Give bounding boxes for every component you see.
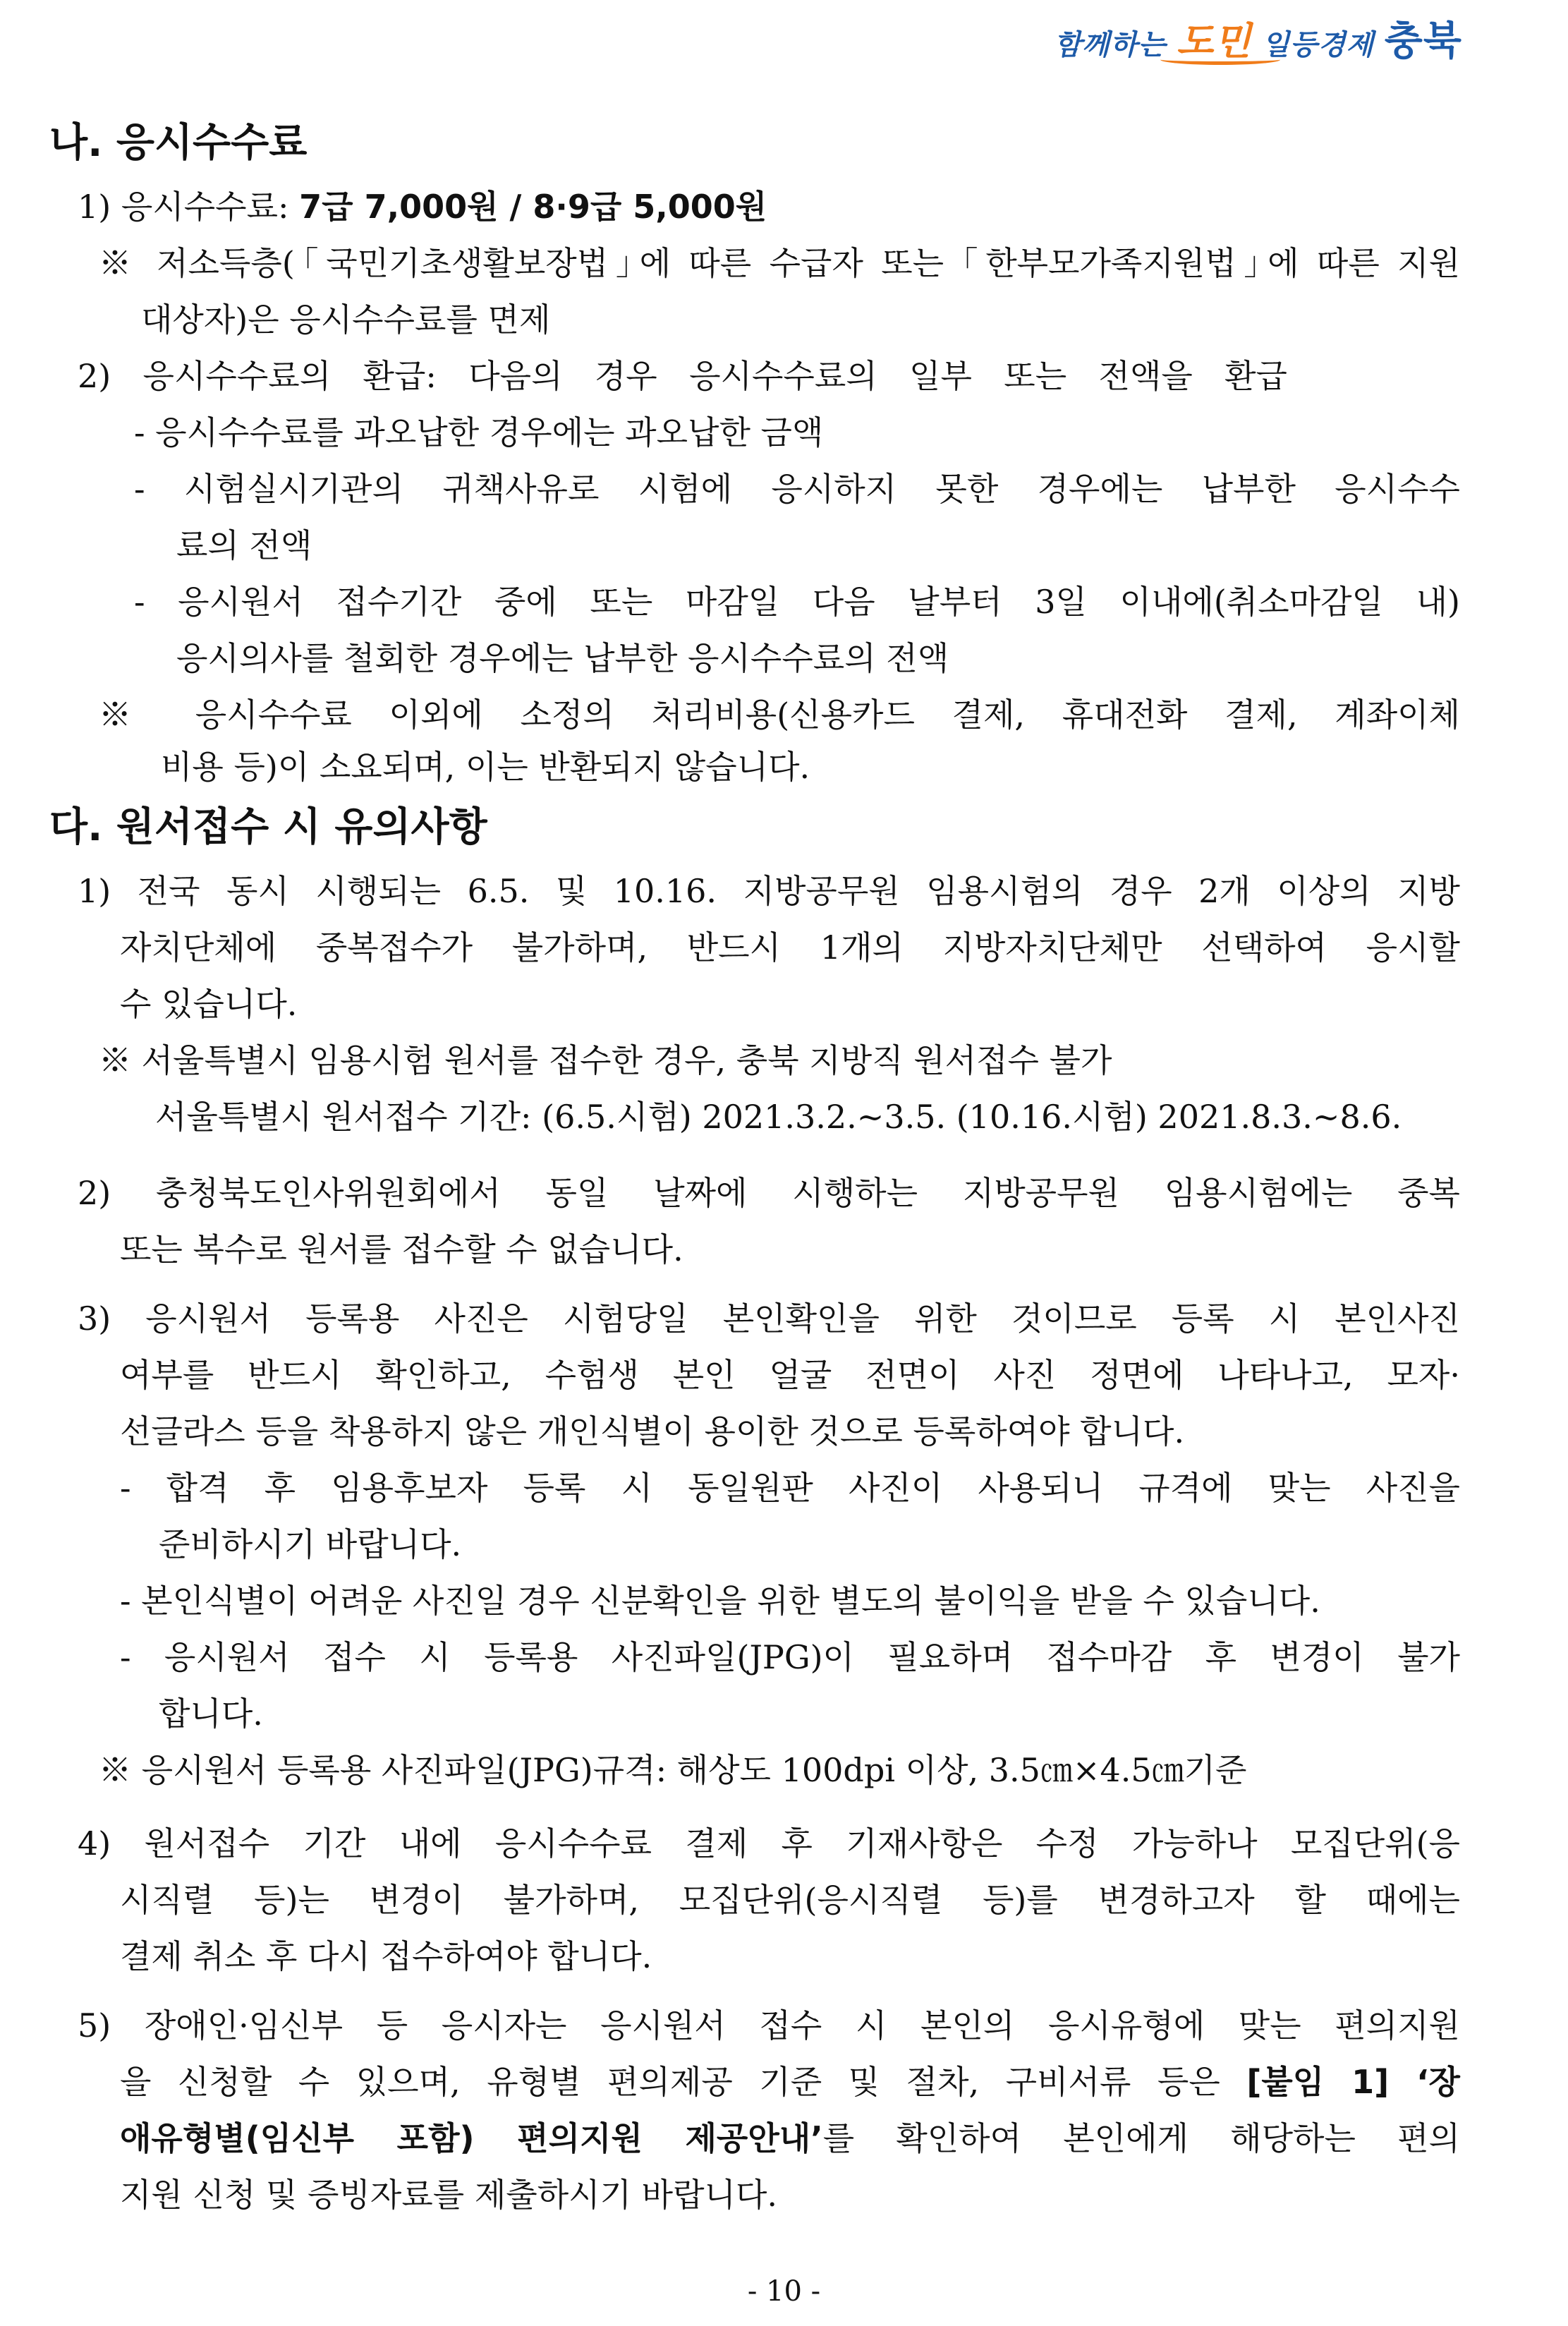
p5-line-3 xyxy=(120,2116,1460,2160)
fee-line-1 xyxy=(78,185,767,229)
fee-line-1-value: 7급 7,000원 / 8·9급 5,000원 xyxy=(299,188,767,226)
p3-line-1: 3) 응시원서 등록용 사진은 시험당일 본인확인을 위한 것이므로 등록 시 본인사진 xyxy=(78,1300,1460,1338)
fee-note2-line-1: ※ 응시수수료 이외에 소정의 처리비용(신용카드 결제, 휴대전화 결제, 계좌이체 xyxy=(99,696,1460,734)
p2-line-1: 2) 충청북도인사위원회에서 동일 날짜에 시행하는 지방공무원 임용시험에는 중복 xyxy=(78,1174,1460,1212)
p3a-line-2: 준비하시기 바랍니다. xyxy=(159,1525,462,1563)
p1-note-line-2: 서울특별시 원서접수 기간: (6.5.시험) 2021.3.2.~3.5. (10.16.시험) 2021.8.3.~8.6. xyxy=(155,1098,1402,1136)
heading-na: 나. 응시수수료 xyxy=(49,120,308,166)
fee-note-line-2: 대상자)은 응시수수료를 면제 xyxy=(141,301,551,339)
page-number: - 10 - xyxy=(747,2275,821,2308)
p1-line-2: 자치단체에 중복접수가 불가하며, 반드시 1개의 지방자치단체만 선택하여 응시할 xyxy=(120,928,1460,967)
p4-line-1: 4) 원서접수 기간 내에 응시수수료 결제 후 기재사항은 수정 가능하나 모집단위(응 xyxy=(78,1824,1460,1862)
p1-line-3: 수 있습니다. xyxy=(120,985,298,1023)
p5-line-2-text: 을 신청할 수 있으며, 유형별 편의제공 기준 및 절차, 구비서류 등은 xyxy=(120,2063,1247,2101)
p5-line-2 xyxy=(120,2060,1460,2104)
p1-line-1: 1) 전국 동시 시행되는 6.5. 및 10.16. 지방공무원 임용시험의 경우 2개 이상의 지방 xyxy=(78,872,1460,910)
logo-text-1: 함께하는 xyxy=(1054,29,1167,61)
p5-line-3-text: 를 확인하여 본인에게 해당하는 편의 xyxy=(822,2119,1460,2157)
fee-line-2b-2: 료의 전액 xyxy=(176,526,312,564)
fee-line-2c-1: - 응시원서 접수기간 중에 또는 마감일 다음 날부터 3일 이내에(취소마감일 내) xyxy=(134,583,1460,621)
logo-swoosh-icon xyxy=(1160,54,1280,65)
fee-note-line-1: ※ 저소득층(｢국민기초생활보장법｣에 따른 수급자 또는 ｢한부모가족지원법｣에 따른 지원 xyxy=(99,244,1460,282)
logo-text-2: 도민 xyxy=(1177,19,1252,63)
fee-line-2c-2: 응시의사를 철회한 경우에는 납부한 응시수수료의 전액 xyxy=(176,639,949,677)
p3c-line-2: 합니다. xyxy=(159,1695,263,1733)
p2-line-2: 또는 복수로 원서를 접수할 수 없습니다. xyxy=(120,1230,683,1268)
logo xyxy=(1055,10,1462,66)
p4-line-2: 시직렬 등)는 변경이 불가하며, 모집단위(응시직렬 등)를 변경하고자 할 때에는 xyxy=(120,1881,1460,1919)
fee-line-2: 2) 응시수수료의 환급: 다음의 경우 응시수수료의 일부 또는 전액을 환급 xyxy=(78,357,1287,395)
p3-note-line: ※ 응시원서 등록용 사진파일(JPG)규격: 해상도 100dpi 이상, 3.5㎝×4.5㎝기준 xyxy=(99,1751,1247,1789)
logo-text-4: 충북 xyxy=(1384,18,1462,64)
fee-note2-line-2: 비용 등)이 소요되며, 이는 반환되지 않습니다. xyxy=(161,748,810,786)
p4-line-3: 결제 취소 후 다시 접수하여야 합니다. xyxy=(120,1937,652,1975)
p5-line-1: 5) 장애인·임신부 등 응시자는 응시원서 접수 시 본인의 응시유형에 맞는 편의지원 xyxy=(78,2006,1460,2045)
logo-text-3: 일등경제 xyxy=(1262,29,1374,61)
p3-line-3: 선글라스 등을 착용하지 않은 개인식별이 용이한 것으로 등록하여야 합니다. xyxy=(120,1412,1185,1450)
heading-da: 다. 원서접수 시 유의사항 xyxy=(49,804,487,850)
fee-line-2a: - 응시수수료를 과오납한 경우에는 과오납한 금액 xyxy=(134,413,824,452)
p5-line-2-bold: [붙임 1] ‘장 xyxy=(1246,2063,1460,2101)
p3c-line-1: - 응시원서 접수 시 등록용 사진파일(JPG)이 필요하며 접수마감 후 변경이 불가 xyxy=(120,1638,1460,1676)
p1-note-line-1: ※ 서울특별시 임용시험 원서를 접수한 경우, 충북 지방직 원서접수 불가 xyxy=(99,1041,1112,1079)
fee-line-1-prefix: 1) 응시수수료: xyxy=(78,188,300,226)
p5-line-3-bold: 애유형별(임신부 포함) 편의지원 제공안내’ xyxy=(120,2119,823,2157)
p5-line-4: 지원 신청 및 증빙자료를 제출하시기 바랍니다. xyxy=(120,2176,778,2214)
p3b-line: - 본인식별이 어려운 사진일 경우 신분확인을 위한 별도의 불이익을 받을 수 있습니다. xyxy=(120,1582,1320,1620)
p3a-line-1: - 합격 후 임용후보자 등록 시 동일원판 사진이 사용되니 규격에 맞는 사진을 xyxy=(120,1469,1460,1507)
p3-line-2: 여부를 반드시 확인하고, 수험생 본인 얼굴 전면이 사진 정면에 나타나고, 모자· xyxy=(120,1356,1460,1394)
fee-line-2b-1: - 시험실시기관의 귀책사유로 시험에 응시하지 못한 경우에는 납부한 응시수수 xyxy=(134,470,1460,508)
